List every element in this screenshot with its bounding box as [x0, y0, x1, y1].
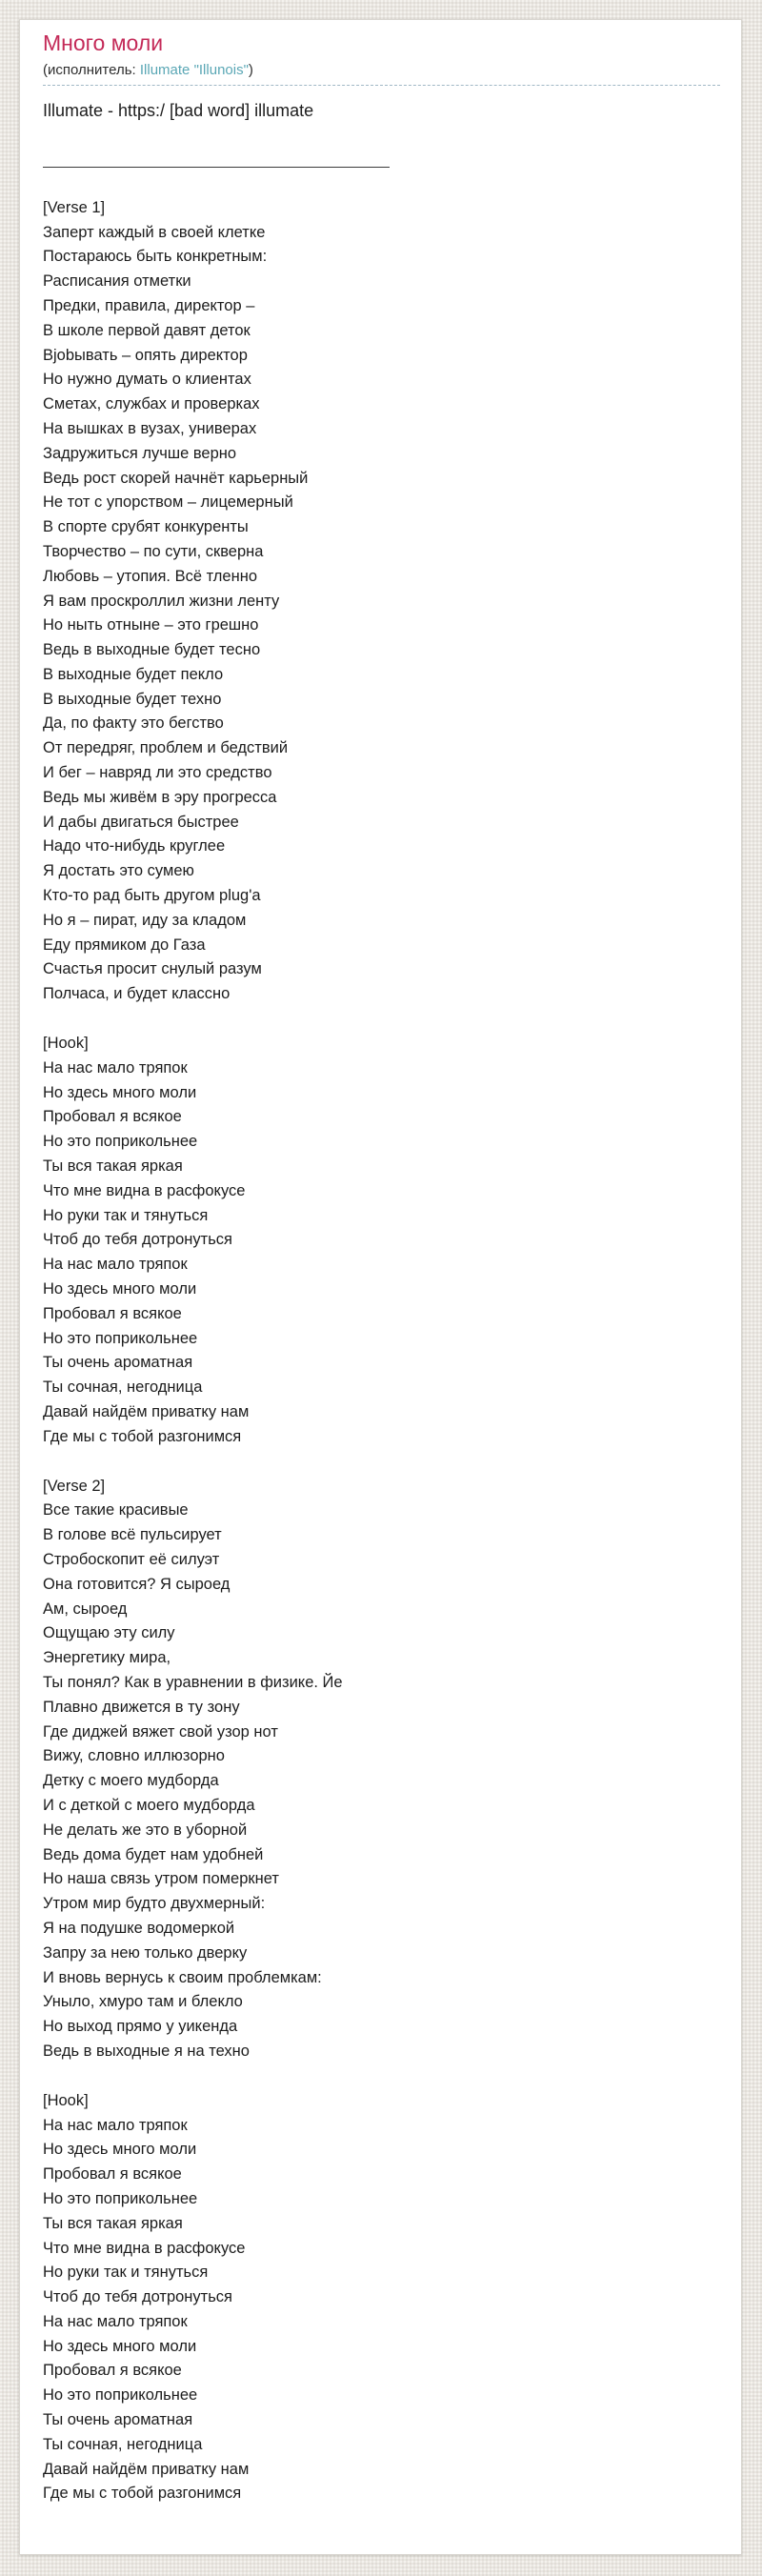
lyrics-line: Но здесь много моли [43, 2141, 197, 2159]
lyrics-section [43, 2089, 720, 2507]
lyrics-line: Но нужно думать о клиентах [43, 371, 251, 389]
lyrics-line: Но руки так и тянуться [43, 1206, 209, 1224]
lyrics-line: Ты понял? Как в уравнении в физике. Йе [43, 1673, 343, 1691]
lyrics-line: Ам, сыроед [43, 1600, 128, 1618]
lyrics-line: В выходные будет пекло [43, 665, 224, 683]
lyrics-line: Но это поприкольнее [43, 1133, 198, 1151]
lyrics-line: В школе первой давят деток [43, 321, 251, 339]
lyrics-line: И вновь вернусь к своим проблемкам: [43, 1968, 322, 1986]
lyrics-line: Все такие красивые [43, 1501, 189, 1519]
lyrics-line: Уныло, хмуро там и блекло [43, 1993, 243, 2011]
lyrics-line: Ведь рост скорей начнёт карьерный [43, 469, 309, 487]
section-header: [Hook] [43, 2091, 89, 2109]
lyrics-line: Ты вся такая яркая [43, 1157, 183, 1176]
lyrics-line: Да, по факту это бегство [43, 714, 224, 733]
lyrics-line: Энергетику мира, [43, 1649, 171, 1667]
lyrics-line: Вижу, словно иллюзорно [43, 1747, 225, 1765]
section-header: [Verse 1] [43, 198, 106, 216]
lyrics-line: От передряг, проблем и бедствий [43, 739, 289, 757]
lyrics-line: Ты вся такая яркая [43, 2214, 183, 2232]
lyrics-line: Я вам проскроллил жизни ленту [43, 592, 280, 610]
lyrics-line: Расписания отметки [43, 272, 191, 291]
lyrics-line: Не делать же это в уборной [43, 1821, 248, 1839]
page-title: Много моли [43, 30, 164, 55]
lyrics-line: Счастья просит снулый разум [43, 960, 262, 978]
lyrics-line: Она готовится? Я сыроед [43, 1575, 231, 1593]
lyrics-line: Но здесь много моли [43, 2337, 197, 2355]
song-subtitle: Illumate - https:/ [bad word] illumate [43, 100, 314, 120]
lyrics-line: Сметах, службах и проверках [43, 395, 260, 413]
lyrics-line: Постараюсь быть конкретным: [43, 248, 268, 266]
lyrics-line: Запру за нею только дверку [43, 1943, 248, 1962]
artist-link[interactable]: Illumate "Illunois" [139, 61, 249, 78]
lyrics-line: Что мне видна в расфокусе [43, 2239, 246, 2257]
lyrics-line: Ты сочная, негодница [43, 2435, 203, 2453]
artist-prefix-label: (исполнитель: [43, 61, 140, 78]
lyrics-line: Ведь мы живём в эру прогресса [43, 788, 277, 806]
section-header: [Hook] [43, 1035, 89, 1053]
lyrics-section [43, 196, 720, 1007]
lyrics-line: Но это поприкольнее [43, 2386, 198, 2405]
artist-suffix-label: ) [248, 61, 253, 78]
lyrics-line: Где диджей вяжет свой узор нот [43, 1722, 278, 1741]
lyrics-line: Но ныть отныне – это грешно [43, 616, 259, 634]
divider-line [43, 167, 390, 168]
lyrics-line: Пробовал я всякое [43, 2165, 182, 2184]
lyrics-line: Но здесь много моли [43, 1280, 197, 1298]
lyrics-line: Но я – пират, иду за кладом [43, 911, 247, 929]
section-header: [Verse 2] [43, 1477, 106, 1495]
lyrics-line: Но наша связь утром померкнет [43, 1870, 279, 1888]
lyrics-line: Надо что-нибудь круглее [43, 837, 226, 855]
lyrics-line: На нас мало тряпок [43, 1256, 188, 1274]
lyrics-line: Полчаса, и будет классно [43, 985, 231, 1003]
lyrics-line: Еду прямиком до Газа [43, 936, 206, 954]
lyrics-card [19, 19, 742, 2555]
lyrics-line: Не тот с упорством – лицемерный [43, 493, 293, 512]
lyrics [43, 196, 720, 2507]
lyrics-line: Пробовал я всякое [43, 1108, 182, 1126]
lyrics-line: Заперт каждый в своей клетке [43, 223, 266, 241]
lyrics-line: Но здесь много моли [43, 1083, 197, 1101]
lyrics-line: Чтоб до тебя дотронуться [43, 2288, 232, 2306]
lyrics-line: Ты очень ароматная [43, 1354, 193, 1372]
lyrics-line: В выходные будет техно [43, 690, 222, 708]
lyrics-line: Ведь дома будет нам удобней [43, 1845, 264, 1863]
artist-line [43, 62, 720, 86]
lyrics-line: Я на подушке водомеркой [43, 1919, 235, 1937]
lyrics-line: Плавно движется в ту зону [43, 1698, 240, 1716]
lyrics-line: Творчество – по сути, скверна [43, 542, 264, 560]
lyrics-line: Ведь в выходные будет тесно [43, 641, 261, 659]
lyrics-line: Ты очень ароматная [43, 2411, 193, 2429]
lyrics-line: Ощущаю эту силу [43, 1624, 175, 1642]
lyrics-line: Стробоскопит её силуэт [43, 1550, 220, 1568]
lyrics-line: Ты сочная, негодница [43, 1379, 203, 1397]
lyrics-line: Где мы с тобой разгонимся [43, 2485, 242, 2503]
lyrics-line: Пробовал я всякое [43, 1304, 182, 1322]
lyrics-line: И дабы двигаться быстрее [43, 813, 239, 831]
lyrics-line: На вышках в вузах, универах [43, 419, 257, 437]
lyrics-line: И бег – навряд ли это средство [43, 764, 272, 782]
lyrics-line: Детку с моего мудборда [43, 1772, 219, 1790]
lyrics-line: Я достать это сумею [43, 862, 194, 880]
lyrics-line: На нас мало тряпок [43, 2312, 188, 2330]
lyrics-line: Что мне видна в расфокусе [43, 1181, 246, 1199]
lyrics-line: Чтоб до тебя дотронуться [43, 1231, 232, 1249]
lyrics-line: Где мы с тобой разгонимся [43, 1427, 242, 1445]
lyrics-line: Вjobывать – опять директор [43, 346, 248, 364]
lyrics-line: Предки, правила, директор – [43, 296, 255, 314]
lyrics-section [43, 1032, 720, 1450]
lyrics-line: Давай найдём приватку нам [43, 1403, 250, 1420]
lyrics-line: На нас мало тряпок [43, 2116, 188, 2134]
lyrics-line: Но это поприкольнее [43, 1329, 198, 1347]
lyrics-line: Ведь в выходные я на техно [43, 2042, 250, 2060]
lyrics-line: Пробовал я всякое [43, 2362, 182, 2380]
lyrics-section [43, 1475, 720, 2064]
lyrics-line: Но это поприкольнее [43, 2189, 198, 2207]
lyrics-line: В спорте срубят конкуренты [43, 518, 249, 536]
lyrics-line: На нас мало тряпок [43, 1058, 188, 1077]
lyrics-line: В голове всё пульсирует [43, 1526, 222, 1544]
lyrics-line: Давай найдём приватку нам [43, 2460, 250, 2478]
lyrics-line: Утром мир будто двухмерный: [43, 1895, 266, 1913]
lyrics-line: И с деткой с моего мудборда [43, 1796, 255, 1814]
lyrics-line: Но руки так и тянуться [43, 2264, 209, 2282]
lyrics-line: Задружиться лучше верно [43, 444, 237, 462]
lyrics-line: Но выход прямо у уикенда [43, 2018, 238, 2036]
lyrics-line: Любовь – утопия. Всё тленно [43, 567, 258, 585]
lyrics-line: Кто-то рад быть другом plug'a [43, 887, 261, 905]
